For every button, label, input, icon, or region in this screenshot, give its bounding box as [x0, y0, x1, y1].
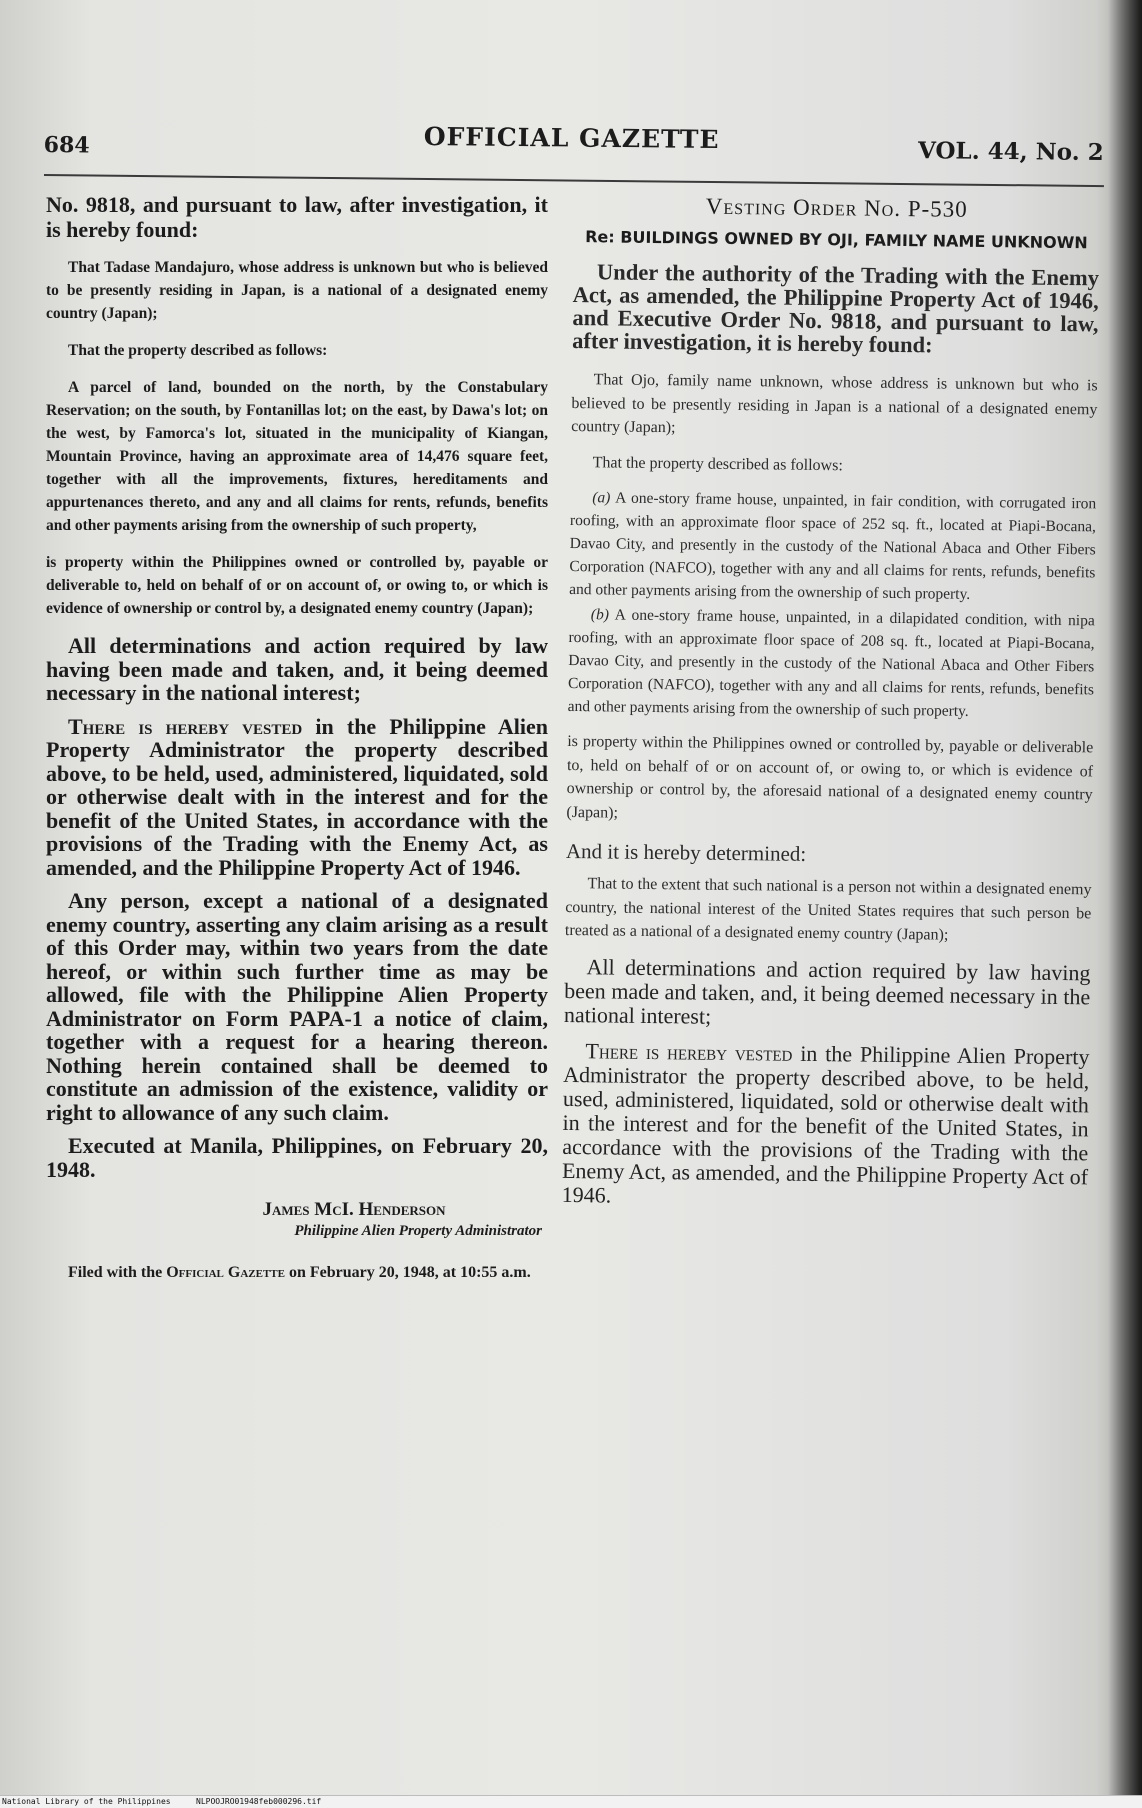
- left-vesting-paragraph: [46, 715, 548, 880]
- filing-note: [46, 1262, 548, 1284]
- right-intro-paragraph: Under the authority of the Trading with the Enemy Act, as amended, the Philippine Property Act of 1946, and Executive Order No. 9818, and pursuant to law, after investigation, it is hereby found:: [572, 259, 1100, 358]
- right-determined-paragraph: That to the extent that such national is a person not within a designated enemy country, the national interest of the United States requires that such person be treated as a national of a designated enemy country (Japan);: [564, 875, 1092, 944]
- determined-heading: And it is hereby determined:: [565, 838, 807, 866]
- right-finding-property: That the property described as follows:: [592, 453, 843, 474]
- left-vesting-text: in the Philippine Alien Property Administrator the property described above, to be held, used, administered, liquidated, sold or otherwise dealt with in the interest and for the benefit of the United States, in accordance with the provisions of the Trading with the Enemy Act, as amended, and the Philippine Property Act of 1946.: [46, 713, 548, 880]
- vesting-order-title: Vesting Order No. P-530: [705, 193, 968, 222]
- right-determinations-paragraph: All determinations and action required by law having been made and taken, and, it being deemed necessary in the national interest;: [563, 953, 1091, 1029]
- property-item-b: [568, 603, 1095, 724]
- left-finding-national: That Tadase Mandajuro, whose address is unknown but who is believed to be presently residing in Japan, is a national of a designated enemy country (Japan);: [46, 259, 548, 322]
- left-property-description: A parcel of land, bounded on the north, by the Constabulary Reservation; on the south, by Fontanillas lot; on the east, by Dawa's lot; on the west, by Famorca's lot, situated in the municipality of Kiangan, Mountain Province, having an approximate area of 14,476 square feet, together with all the improvements, fixtures, hereditaments and appurtenances thereto, and any and all claims for rents, refunds, benefits and other payments arising from the ownership of such property,: [46, 379, 548, 534]
- scan-footer: [0, 1795, 1142, 1808]
- page-header: [44, 118, 1104, 173]
- property-item-a-label: (a): [592, 489, 611, 507]
- left-claims-paragraph: Any person, except a national of a designated enemy country, asserting any claim arising as a result of this Order may, within two years from the date hereof, or within such further time as may be allowed, file with the Philippine Alien Property Administrator on Form PAPA-1 a notice of claim, together with a request for a hearing thereon. Nothing herein contained shall be deemed to constitute an admission of the existence, validity or right to allowance of any such claim.: [46, 888, 548, 1125]
- right-column: [561, 192, 1100, 1225]
- property-item-a-text: A one-story frame house, unpainted, in fair condition, with corrugated iron roofing, with an approximate floor space of 252 sq. ft., located at Piapi-Bocana, Davao City, and presently in the custody of the National Abaca and Other Fibers Corporation (NAFCO), together with any and all claims for rents, refunds, benefits and other payments arising from the ownership of such property.: [569, 489, 1097, 603]
- property-item-a: [569, 486, 1096, 607]
- left-column: [46, 192, 548, 1284]
- header-rule: [44, 174, 1104, 187]
- filing-note-lead: Filed with the: [68, 1264, 167, 1281]
- property-item-b-text: A one-story frame house, unpainted, in a dilapidated condition, with nipa roofing, with an approximate floor space of 208 sq. ft., located at Piapi-Bocana, Davao City, and presently in the custody of the National Abaca and Other Fibers Corporation (NAFCO), together with any and all claims for rents, refunds, benefits and other payments arising from the ownership of such property.: [567, 606, 1095, 720]
- page-number: 684: [43, 131, 90, 159]
- scan-source: National Library of the Philippines: [2, 1797, 171, 1806]
- right-vesting-paragraph: [562, 1038, 1090, 1212]
- property-item-b-label: (b): [590, 606, 610, 624]
- left-determinations-paragraph: All determinations and action required by law having been made and taken, and, it being deemed necessary in the national interest;: [46, 633, 548, 705]
- signature-block: [46, 1199, 548, 1240]
- filing-note-date: on February 20, 1948, at 10:55 a.m.: [284, 1264, 531, 1281]
- left-executed-paragraph: Executed at Manila, Philippines, on February 20, 1948.: [46, 1133, 548, 1182]
- vesting-order-subject: Re: BUILDINGS OWNED BY OJI, FAMILY NAME UNKNOWN: [585, 227, 1088, 253]
- publication-title: OFFICIAL GAZETTE: [423, 121, 720, 155]
- right-ownership-paragraph: is property within the Philippines owned or controlled by, payable or deliverable to, held on behalf of or on account of, or owing to, or which is evidence of ownership or control by, the aforesaid national of a designated enemy country (Japan);: [566, 732, 1094, 822]
- filing-note-gazette: Official Gazette: [166, 1264, 285, 1281]
- right-vesting-lead: There is hereby vested: [585, 1037, 793, 1066]
- right-vesting-text: in the Philippine Alien Property Administrator the property described above, to be held, used, administered, liquidated, sold or otherwise dealt with in the interest and for the benefit of the United States, in accordance with the provisions of the Trading with the Enemy Act, as amended, and the Philippine Property Act of 1946.: [561, 1040, 1090, 1208]
- binding-shadow: [1108, 0, 1142, 1808]
- right-finding-national: That Ojo, family name unknown, whose address is unknown but who is believed to be presently residing in Japan is a national of a designated enemy country (Japan);: [571, 371, 1098, 437]
- left-intro-paragraph: No. 9818, and pursuant to law, after investigation, it is hereby found:: [46, 192, 548, 242]
- signatory-name: James McI. Henderson: [262, 1199, 446, 1220]
- left-vesting-lead: There is hereby vested: [68, 713, 303, 739]
- scan-filename: NLPOOJRO01948feb000296.tif: [196, 1797, 322, 1806]
- left-ownership-paragraph: is property within the Philippines owned or controlled by, payable or deliverable to, held on behalf of or on account of, or owing to, or which is evidence of ownership or control by, a designated enemy country (Japan);: [46, 554, 548, 617]
- left-finding-property: That the property described as follows:: [68, 342, 328, 359]
- volume-number: VOL. 44, No. 2: [917, 137, 1104, 167]
- signatory-title: Philippine Alien Property Administrator: [294, 1223, 542, 1239]
